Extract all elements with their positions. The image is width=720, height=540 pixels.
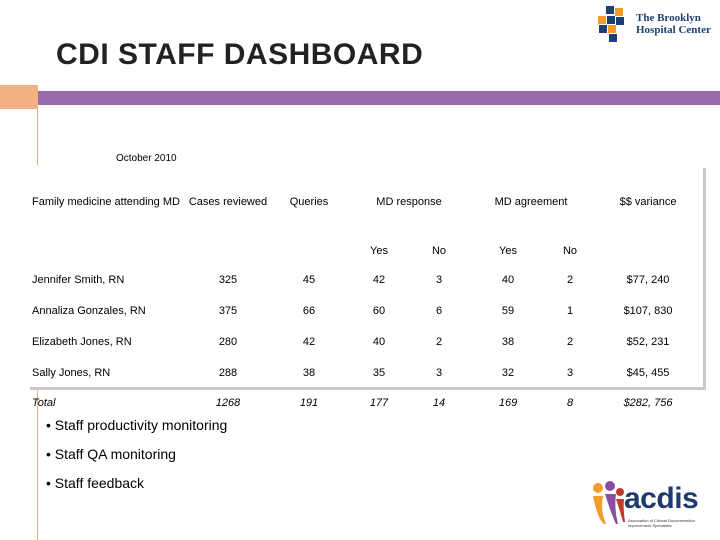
subheader-agreement-no: No <box>562 245 578 257</box>
subheader-response-yes: Yes <box>370 245 388 257</box>
cell-agreement-yes: 59 <box>501 304 515 317</box>
accent-bar <box>37 91 720 105</box>
header-name: Family medicine attending MD <box>32 195 180 208</box>
cell-agreement-yes: 32 <box>501 366 515 379</box>
cell-variance: $52, 231 <box>626 335 670 348</box>
cell-name: Sally Jones, RN <box>32 366 111 379</box>
total-agreement-yes: 169 <box>498 397 518 409</box>
total-response-no: 14 <box>432 397 446 409</box>
header-cases: Cases reviewed <box>188 195 268 208</box>
table-subheader-row <box>27 238 703 264</box>
report-period: October 2010 <box>116 153 177 164</box>
accent-block <box>0 85 37 109</box>
cell-agreement-no: 3 <box>566 366 574 379</box>
total-queries: 191 <box>299 397 319 409</box>
subheader-response-no: No <box>431 245 447 257</box>
hospital-name-line1: The Brooklyn <box>636 12 701 24</box>
total-agreement-no: 8 <box>566 397 574 409</box>
acdis-logo <box>590 480 710 536</box>
cell-response-no: 3 <box>435 273 443 286</box>
subheader-agreement-yes: Yes <box>499 245 517 257</box>
cell-queries: 42 <box>302 335 316 348</box>
cell-response-no: 6 <box>435 304 443 317</box>
acdis-tagline: Association of Clinical Documentation Improvement Specialists <box>628 518 695 528</box>
header-md-response: MD response <box>376 195 442 208</box>
cell-response-yes: 60 <box>372 304 386 317</box>
hospital-name-line2: Hospital Center <box>636 24 711 36</box>
cell-queries: 45 <box>302 273 316 286</box>
header-variance: $$ variance <box>619 195 677 208</box>
bullet-item: • Staff QA monitoring <box>46 446 176 462</box>
cell-name: Jennifer Smith, RN <box>32 273 125 286</box>
hospital-cross-icon <box>596 6 630 42</box>
people-figures-icon <box>590 480 626 526</box>
bullet-item: • Staff productivity monitoring <box>46 417 228 433</box>
cell-response-yes: 42 <box>372 273 386 286</box>
cell-agreement-yes: 40 <box>501 273 515 286</box>
total-variance: $282, 756 <box>623 397 673 409</box>
page-title: CDI STAFF DASHBOARD <box>56 38 424 71</box>
cell-response-yes: 35 <box>372 366 386 379</box>
cell-name: Elizabeth Jones, RN <box>32 335 132 348</box>
cell-response-no: 2 <box>435 335 443 348</box>
hospital-name <box>636 12 711 36</box>
cell-queries: 38 <box>302 366 316 379</box>
cell-name: Annaliza Gonzales, RN <box>32 304 146 317</box>
cell-cases: 288 <box>218 366 238 379</box>
cell-agreement-no: 2 <box>566 273 574 286</box>
bullet-list <box>46 411 227 498</box>
cell-variance: $107, 830 <box>623 304 673 317</box>
cell-cases: 325 <box>218 273 238 286</box>
header-queries: Queries <box>289 195 329 208</box>
cell-agreement-no: 2 <box>566 335 574 348</box>
table-row <box>27 264 703 295</box>
header-md-agreement: MD agreement <box>494 195 568 208</box>
table-row <box>27 295 703 326</box>
cell-response-no: 3 <box>435 366 443 379</box>
hospital-logo <box>596 6 716 42</box>
total-label: Total <box>32 397 56 409</box>
cell-agreement-no: 1 <box>566 304 574 317</box>
bullet-item: • Staff feedback <box>46 475 145 491</box>
cell-cases: 375 <box>218 304 238 317</box>
acdis-wordmark: acdis <box>624 482 699 515</box>
cell-agreement-yes: 38 <box>501 335 515 348</box>
cell-cases: 280 <box>218 335 238 348</box>
table-header-row <box>27 165 703 238</box>
cell-queries: 66 <box>302 304 316 317</box>
total-response-yes: 177 <box>369 397 389 409</box>
cell-variance: $45, 455 <box>626 366 670 379</box>
table-row <box>27 326 703 357</box>
table-row <box>27 357 703 388</box>
cell-variance: $77, 240 <box>626 273 670 286</box>
total-cases: 1268 <box>215 397 241 409</box>
dashboard-table <box>27 165 703 409</box>
cell-response-yes: 40 <box>372 335 386 348</box>
